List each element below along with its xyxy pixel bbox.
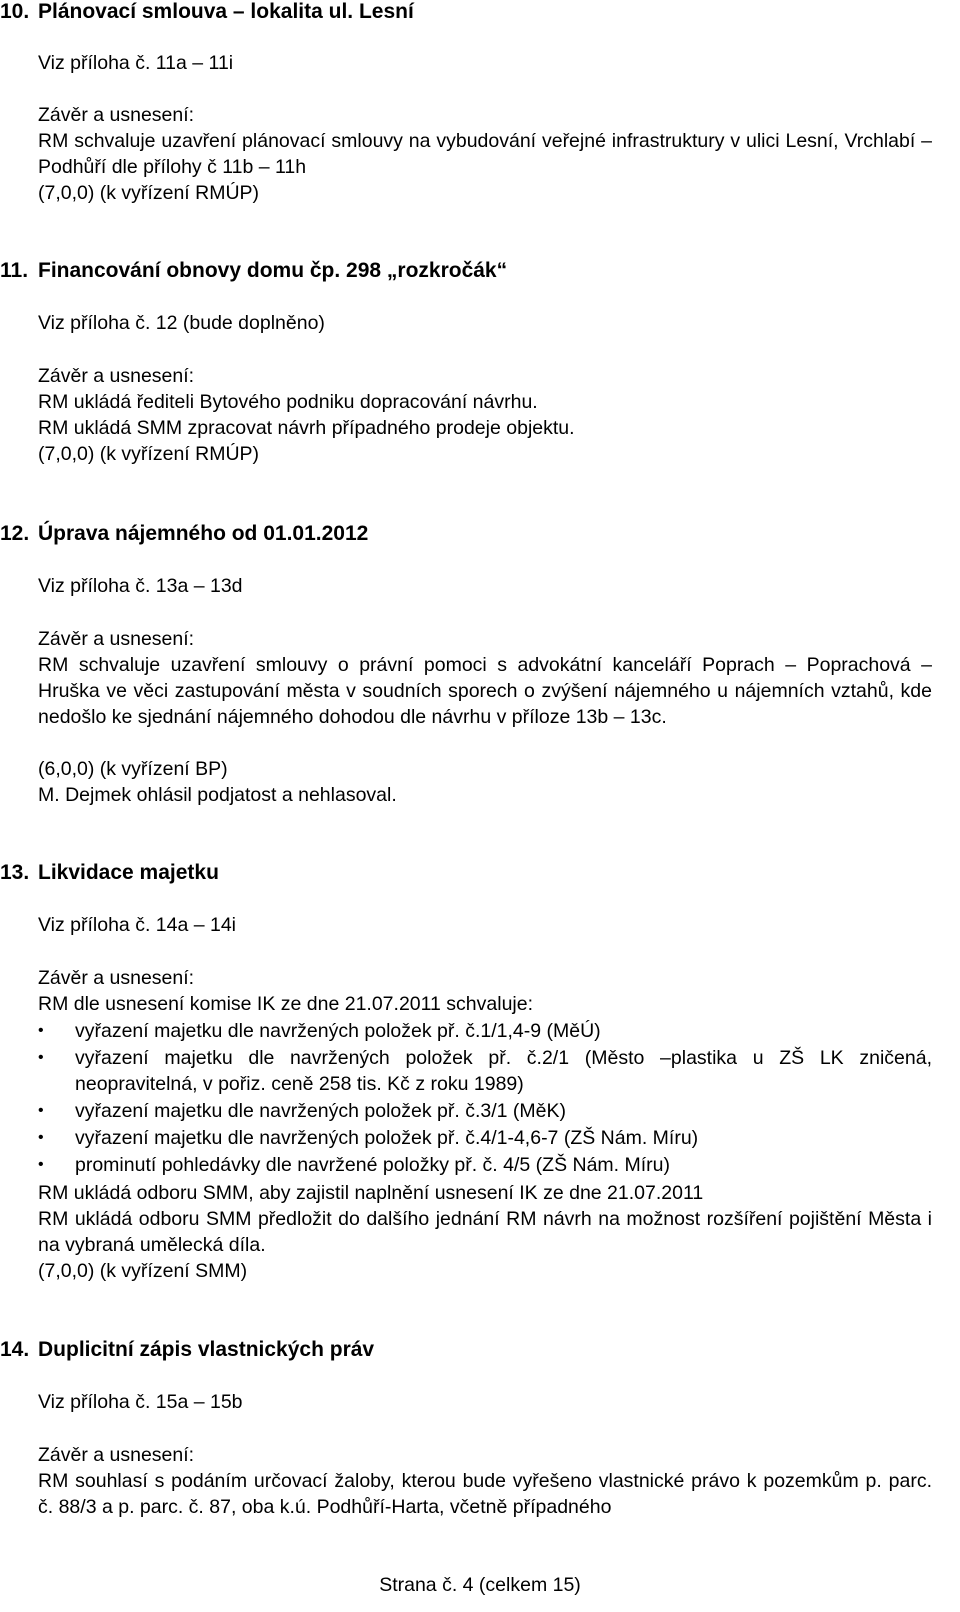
resolution-line: RM ukládá odboru SMM, aby zajistil naplnění usnesení IK ze dne 21.07.2011 <box>38 1182 704 1204</box>
attachment-ref: Viz příloha č. 12 (bude doplněno) <box>38 312 325 334</box>
section-title: Likvidace majetku <box>38 861 219 884</box>
section-number: 12. <box>0 522 30 545</box>
resolution-intro: RM dle usnesení komise IK ze dne 21.07.2011 schvaluje: <box>38 993 534 1015</box>
section-number: 11. <box>0 259 29 282</box>
resolution-label: Závěr a usnesení: <box>38 104 195 126</box>
section-number: 13. <box>0 861 30 884</box>
section-title: Úprava nájemného od 01.01.2012 <box>38 522 369 545</box>
attachment-ref: Viz příloha č. 14a – 14i <box>38 914 237 936</box>
list-item-text: prominutí pohledávky dle navržené položky př. č. 4/5 (ZŠ Nám. Míru) <box>75 1154 670 1176</box>
resolution-line: RM ukládá SMM zpracovat návrh případného prodeje objektu. <box>38 417 575 439</box>
resolution-label: Závěr a usnesení: <box>38 628 195 650</box>
attachment-ref: Viz příloha č. 15a – 15b <box>38 1391 243 1413</box>
resolution-label: Závěr a usnesení: <box>38 365 195 387</box>
section-title: Financování obnovy domu čp. 298 „rozkročák“ <box>38 259 508 282</box>
resolution-label: Závěr a usnesení: <box>38 967 195 989</box>
vote-result: (6,0,0) (k vyřízení BP) <box>38 758 228 780</box>
bullet-icon: • <box>38 1102 44 1119</box>
resolution-text: RM schvaluje uzavření plánovací smlouvy na vybudování veřejné infrastruktury v ulici Lesní, Vrchlabí – Podhůří dle přílohy č 11b – 11h <box>38 130 932 178</box>
page-footer: Strana č. 4 (celkem 15) <box>379 1574 581 1596</box>
resolution-text: RM schvaluje uzavření smlouvy o právní pomoci s advokátní kanceláří Poprach – Poprachová – Hruška ve věci zastupování města v soudních sporech o zvýšení nájemného u nájemních vztahů, kde nedošlo ke sjednání nájemného dohodou dle návrhu v příloze 13b – 13c. <box>38 654 932 728</box>
vote-result: (7,0,0) (k vyřízení RMÚP) <box>38 182 260 204</box>
section-title: Duplicitní zápis vlastnických práv <box>38 1338 375 1361</box>
bullet-icon: • <box>38 1129 44 1146</box>
section-title: Plánovací smlouva – lokalita ul. Lesní <box>38 0 414 23</box>
resolution-label: Závěr a usnesení: <box>38 1444 195 1466</box>
vote-result: (7,0,0) (k vyřízení RMÚP) <box>38 443 260 465</box>
resolution-line: RM ukládá řediteli Bytového podniku dopracování návrhu. <box>38 391 538 413</box>
resolution-line: RM ukládá odboru SMM předložit do dalšího jednání RM návrh na možnost rozšíření pojištění Města i na vybraná umělecká díla. <box>38 1208 932 1256</box>
bullet-icon: • <box>38 1156 44 1173</box>
bullet-icon: • <box>38 1022 44 1039</box>
vote-result: (7,0,0) (k vyřízení SMM) <box>38 1260 248 1282</box>
section-number: 10. <box>0 0 30 23</box>
section-number: 14. <box>0 1338 30 1361</box>
list-item-text: vyřazení majetku dle navržených položek př. č.1/1,4-9 (MěÚ) <box>75 1020 601 1042</box>
bullet-icon: • <box>38 1049 44 1066</box>
list-item-text: vyřazení majetku dle navržených položek př. č.4/1-4,6-7 (ZŠ Nám. Míru) <box>75 1127 699 1149</box>
list-item-text: vyřazení majetku dle navržených položek př. č.2/1 (Město –plastika u ZŠ LK zničená, neopravitelná, v pořiz. ceně 258 tis. Kč z roku 1989) <box>75 1047 932 1095</box>
attachment-ref: Viz příloha č. 11a – 11i <box>38 52 234 74</box>
bias-note: M. Dejmek ohlásil podjatost a nehlasoval. <box>38 784 397 806</box>
list-item-text: vyřazení majetku dle navržených položek př. č.3/1 (MěK) <box>75 1100 566 1122</box>
resolution-text: RM souhlasí s podáním určovací žaloby, kterou bude vyřešeno vlastnické právo k pozemkům p. parc. č. 88/3 a p. parc. č. 87, oba k.ú. Podhůří-Harta, včetně případného <box>38 1470 932 1518</box>
attachment-ref: Viz příloha č. 13a – 13d <box>38 575 243 597</box>
